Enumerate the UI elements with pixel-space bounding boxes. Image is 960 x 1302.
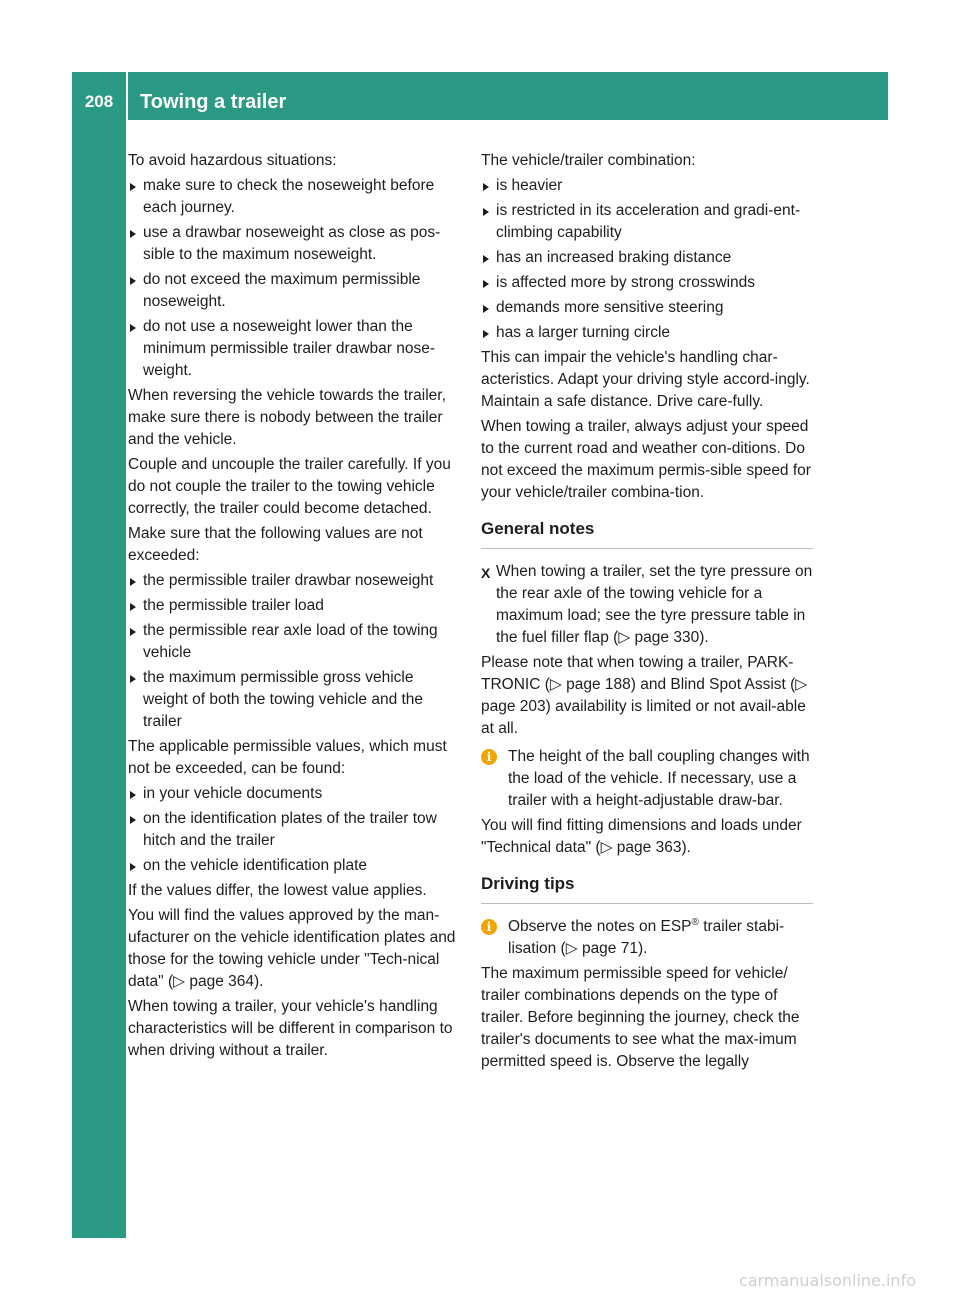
bullet-list xyxy=(481,175,813,344)
page-title: Towing a trailer xyxy=(140,91,287,113)
paragraph: This can impair the vehicle's handling char-acteristics. Adapt your driving style accord-ingly. Maintain a safe distance. Drive care-fully. xyxy=(481,349,810,410)
bullet-list xyxy=(128,783,460,877)
list-item: has a larger turning circle xyxy=(481,322,813,344)
bullet-list xyxy=(128,570,460,733)
header-divider xyxy=(126,72,128,120)
list-item: is affected more by strong crosswinds xyxy=(481,272,813,294)
paragraph: When towing a trailer, always adjust your speed to the current road and weather con-ditions. Do not exceed the maximum permis-sible speed for your vehicle/trailer combina-tion. xyxy=(481,418,811,501)
paragraph: You will find the values approved by the man-ufacturer on the vehicle identification plates and those for the towing vehicle under "Tech-nical data" (▷ page 364). xyxy=(128,907,456,990)
section-heading: General notes xyxy=(481,518,813,549)
list-item: is heavier xyxy=(481,175,813,197)
list-item: the permissible trailer drawbar noseweight xyxy=(128,570,460,592)
list-item: do not exceed the maximum permissible noseweight. xyxy=(128,269,460,313)
list-item: the maximum permissible gross vehicle weight of both the towing vehicle and the trailer xyxy=(128,667,460,733)
info-text-start: Observe the notes on ESP xyxy=(508,918,692,935)
list-item: do not use a noseweight lower than the minimum permissible trailer drawbar nose-weight. xyxy=(128,316,460,382)
left-column xyxy=(128,150,460,1065)
watermark: carmanualsonline.info xyxy=(738,1271,916,1290)
list-item: make sure to check the noseweight before each journey. xyxy=(128,175,460,219)
section-label: Driving and parking xyxy=(87,259,110,457)
info-icon: i xyxy=(481,749,497,765)
list-item: the permissible rear axle load of the towing vehicle xyxy=(128,620,460,664)
info-icon: i xyxy=(481,919,497,935)
action-text: When towing a trailer, set the tyre pressure on the rear axle of the towing vehicle for a maximum load; see the tyre pressure table in the fuel filler flap (▷ page 330). xyxy=(496,563,813,646)
paragraph: Please note that when towing a trailer, PARK-TRONIC (▷ page 188) and Blind Spot Assist (▷ page 203) availability is limited or not avail-able at all. xyxy=(481,654,808,737)
list-item: on the vehicle identification plate xyxy=(128,855,460,877)
action-marker-icon: X xyxy=(481,565,491,581)
info-text: The height of the ball coupling changes with the load of the vehicle. If necessary, use a trailer with a height-adjustable draw-bar. xyxy=(508,748,810,809)
paragraph: If the values differ, the lowest value applies. xyxy=(128,882,427,899)
list-item: demands more sensitive steering xyxy=(481,297,813,319)
bullet-list xyxy=(128,175,460,382)
paragraph: To avoid hazardous situations: xyxy=(128,152,337,169)
info-note xyxy=(481,746,813,812)
paragraph: Couple and uncouple the trailer carefully. If you do not couple the trailer to the towing vehicle correctly, the trailer could become detached. xyxy=(128,456,451,517)
list-item: the permissible trailer load xyxy=(128,595,460,617)
page-number: 208 xyxy=(84,92,114,111)
registered-mark: ® xyxy=(691,916,699,928)
list-item: use a drawbar noseweight as close as pos-sible to the maximum noseweight. xyxy=(128,222,460,266)
paragraph: When reversing the vehicle towards the trailer, make sure there is nobody between the trailer and the vehicle. xyxy=(128,387,446,448)
paragraph: When towing a trailer, your vehicle's handling characteristics will be different in comparison to when driving without a trailer. xyxy=(128,998,453,1059)
right-column xyxy=(481,150,813,1076)
paragraph: Make sure that the following values are not exceeded: xyxy=(128,525,423,564)
info-text-end: trailer stabi-lisation (▷ page 71). xyxy=(508,918,785,957)
list-item: in your vehicle documents xyxy=(128,783,460,805)
paragraph: The applicable permissible values, which must not be exceeded, can be found: xyxy=(128,738,447,777)
list-item: on the identification plates of the trailer tow hitch and the trailer xyxy=(128,808,460,852)
list-item: has an increased braking distance xyxy=(481,247,813,269)
section-heading: Driving tips xyxy=(481,873,813,904)
action-item xyxy=(481,561,813,649)
paragraph: You will find fitting dimensions and loads under "Technical data" (▷ page 363). xyxy=(481,817,802,856)
info-note xyxy=(481,916,813,960)
action-list xyxy=(481,561,813,649)
paragraph: The vehicle/trailer combination: xyxy=(481,152,696,169)
paragraph: The maximum permissible speed for vehicle/ trailer combinations depends on the type of trailer. Before beginning the journey, check the trailer's documents to see what the max-imum permitted speed is. Observe the legally xyxy=(481,965,800,1070)
list-item: is restricted in its acceleration and gradi-ent-climbing capability xyxy=(481,200,813,244)
